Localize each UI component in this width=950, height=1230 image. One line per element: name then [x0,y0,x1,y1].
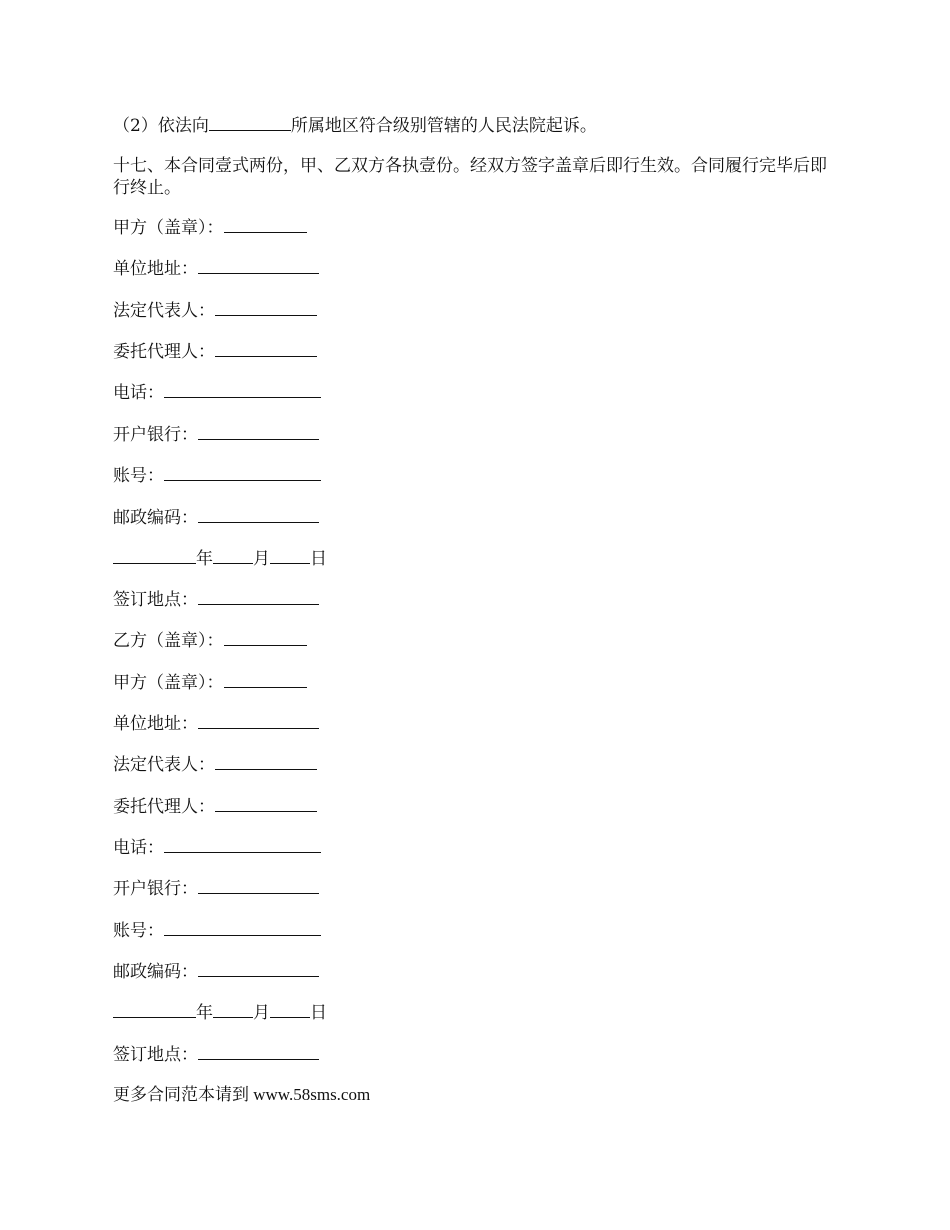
party-b-bank-row [113,876,319,901]
party-b-year-label: 年 [196,1003,213,1023]
party-a-day-blank[interactable] [270,546,310,564]
court-location-blank[interactable] [209,113,291,131]
party-b-address-label: 单位地址： [113,714,198,734]
party-b-account-blank[interactable] [164,918,321,936]
party-a-account-row [113,463,321,488]
party-b-postcode-row [113,959,319,984]
party-b-agent-blank[interactable] [215,794,317,812]
party-b-agent-label: 委托代理人： [113,797,215,817]
party-b-bank-blank[interactable] [198,876,319,894]
party-b-party-a-seal-label: 甲方（盖章）： [113,673,224,693]
party-b-legal-rep-row [113,752,317,777]
party-b-place-blank[interactable] [198,1042,319,1060]
party-a-legal-rep-row [113,298,317,323]
party-a-postcode-blank[interactable] [198,505,319,523]
party-b-day-label: 日 [310,1003,327,1023]
party-a-legal-rep-label: 法定代表人： [113,301,215,321]
party-b-place-row [113,1042,319,1067]
party-b-phone-blank[interactable] [164,835,321,853]
party-b-phone-label: 电话： [113,838,164,858]
party-b-postcode-label: 邮政编码： [113,962,198,982]
party-b-bank-label: 开户银行： [113,879,198,899]
party-a-agent-row [113,339,317,364]
party-b-postcode-blank[interactable] [198,959,319,977]
party-a-date-row [113,546,327,571]
party-a-address-label: 单位地址： [113,259,198,279]
clause-2 [113,113,597,138]
party-a-month-label: 月 [253,549,270,569]
party-a-bank-row [113,422,319,447]
party-a-day-label: 日 [310,549,327,569]
clause-2-suffix: 所属地区符合级别管辖的人民法院起诉。 [290,116,597,136]
party-b-account-row [113,918,321,943]
party-a-bank-label: 开户银行： [113,425,198,445]
party-b-date-row [113,1000,327,1025]
party-b-agent-row [113,794,317,819]
party-a-month-blank[interactable] [213,546,253,564]
party-a-phone-blank[interactable] [164,380,321,398]
footer-link-text: 更多合同范本请到 www.58sms.com [113,1085,371,1104]
party-b-legal-rep-blank[interactable] [215,752,317,770]
party-a-agent-label: 委托代理人： [113,342,215,362]
party-b-legal-rep-label: 法定代表人： [113,755,215,775]
party-a-legal-rep-blank[interactable] [215,298,317,316]
party-b-party-a-seal-blank[interactable] [224,670,307,688]
party-a-postcode-row [113,505,319,530]
party-b-address-row [113,711,319,736]
party-a-year-label: 年 [196,549,213,569]
party-b-day-blank[interactable] [270,1000,310,1018]
party-a-account-label: 账号： [113,466,164,486]
party-b-year-blank[interactable] [113,1000,196,1018]
party-a-phone-label: 电话： [113,383,164,403]
clause-2-prefix: （2）依法向 [113,116,209,136]
party-a-bank-blank[interactable] [198,422,319,440]
clause-17: 十七、本合同壹式两份，甲、乙双方各执壹份。经双方签字盖章后即行生效。合同履行完毕后即行终止。 [113,156,827,198]
party-a-seal-row [113,215,307,240]
party-a-address-blank[interactable] [198,256,319,274]
party-a-place-blank[interactable] [198,587,319,605]
party-a-seal-blank[interactable] [224,215,307,233]
party-b-seal-blank[interactable] [224,628,307,646]
party-a-phone-row [113,380,321,405]
party-a-address-row [113,256,319,281]
party-b-party-a-seal-row [113,670,307,695]
party-b-month-blank[interactable] [213,1000,253,1018]
party-b-seal-label: 乙方（盖章）： [113,631,224,651]
party-a-seal-label: 甲方（盖章）： [113,218,224,238]
party-a-place-label: 签订地点： [113,590,198,610]
party-b-month-label: 月 [253,1003,270,1023]
party-a-agent-blank[interactable] [215,339,317,357]
party-b-address-blank[interactable] [198,711,319,729]
party-b-phone-row [113,835,321,860]
party-b-place-label: 签订地点： [113,1045,198,1065]
party-b-account-label: 账号： [113,921,164,941]
party-a-year-blank[interactable] [113,546,196,564]
party-a-postcode-label: 邮政编码： [113,508,198,528]
party-a-place-row [113,587,319,612]
party-b-seal-row [113,628,307,653]
party-a-account-blank[interactable] [164,463,321,481]
